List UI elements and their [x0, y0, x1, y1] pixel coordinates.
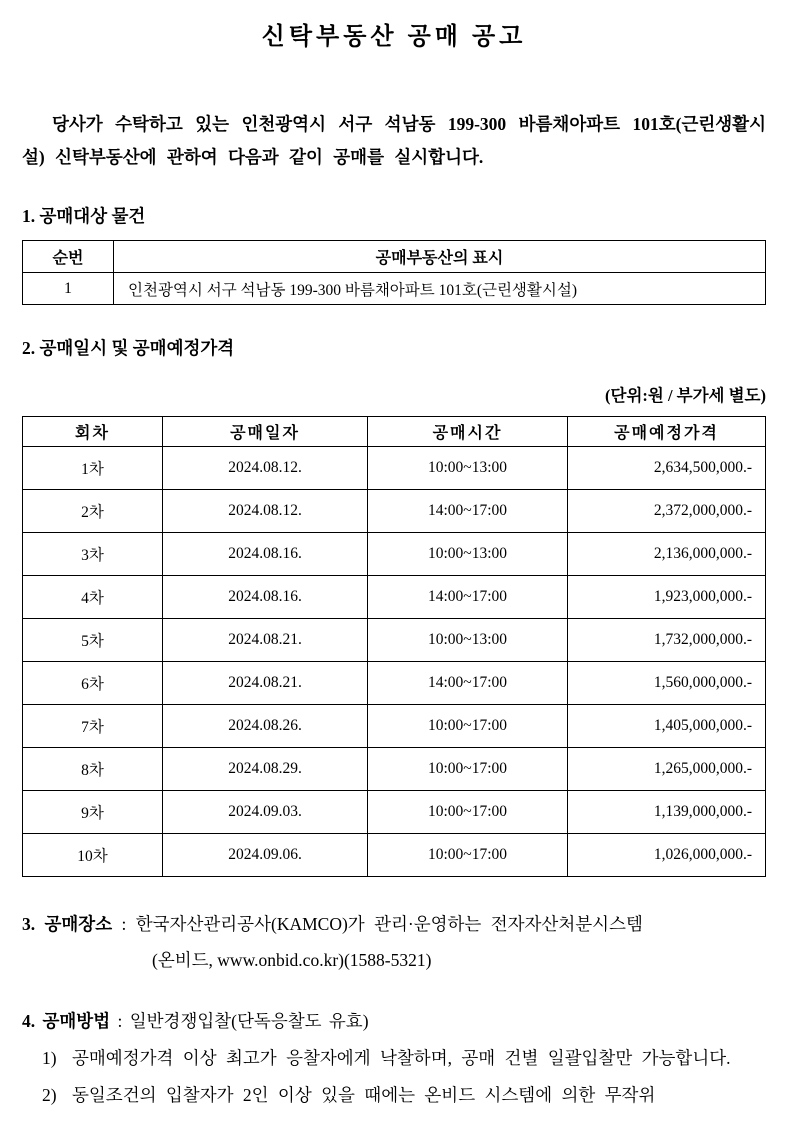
table-cell: 2024.08.26. — [163, 705, 368, 748]
method-item — [22, 1041, 766, 1076]
table-cell: 2024.08.16. — [163, 576, 368, 619]
table-cell: 14:00~17:00 — [368, 490, 568, 533]
table-cell: 3차 — [23, 533, 163, 576]
table-cell: 2024.08.12. — [163, 447, 368, 490]
column-header: 공매부동산의 표시 — [114, 241, 766, 273]
table-cell: 2024.08.21. — [163, 619, 368, 662]
table-cell: 1,265,000,000.- — [568, 748, 766, 791]
table-cell: 1 — [23, 273, 114, 305]
table-cell: 2024.08.21. — [163, 662, 368, 705]
table-cell: 2024.08.16. — [163, 533, 368, 576]
table-cell: 인천광역시 서구 석남동 199-300 바름채아파트 101호(근린생활시설) — [114, 273, 766, 305]
table-cell: 10:00~17:00 — [368, 834, 568, 877]
table-cell: 1,732,000,000.- — [568, 619, 766, 662]
table-cell: 1,923,000,000.- — [568, 576, 766, 619]
item-text: 공매예정가격 이상 최고가 응찰자에게 낙찰하며, 공매 건별 일괄입찰만 가능합니다. — [72, 1048, 731, 1068]
table-cell: 9차 — [23, 791, 163, 834]
auction-schedule-table — [22, 416, 766, 877]
table-cell: 10:00~17:00 — [368, 791, 568, 834]
table-cell: 6차 — [23, 662, 163, 705]
item-number: 2) — [42, 1085, 57, 1105]
table-cell: 2024.09.03. — [163, 791, 368, 834]
table-cell: 10:00~13:00 — [368, 447, 568, 490]
table-row — [23, 576, 766, 619]
section4-method: 일반경쟁입찰(단독응찰도 유효) — [129, 1011, 369, 1031]
table-row — [23, 490, 766, 533]
table-cell: 1,560,000,000.- — [568, 662, 766, 705]
table-cell: 4차 — [23, 576, 163, 619]
table-row — [23, 748, 766, 791]
table-cell: 5차 — [23, 619, 163, 662]
table-row — [23, 273, 766, 305]
table-cell: 10:00~17:00 — [368, 748, 568, 791]
section3-heading: 3. 공매장소 — [22, 914, 113, 934]
column-header: 순번 — [23, 241, 114, 273]
table-cell: 10:00~17:00 — [368, 705, 568, 748]
table-cell: 8차 — [23, 748, 163, 791]
table-cell: 2,372,000,000.- — [568, 490, 766, 533]
table-row — [23, 791, 766, 834]
table-cell: 1,405,000,000.- — [568, 705, 766, 748]
section4-heading: 4. 공매방법 — [22, 1011, 111, 1031]
table-row — [23, 662, 766, 705]
section3-text-line2: (온비드, www.onbid.co.kr)(1588-5321) — [152, 950, 432, 970]
table-header-row — [23, 417, 766, 447]
table-cell: 2,634,500,000.- — [568, 447, 766, 490]
section4-separator: : — [110, 1011, 130, 1031]
section2-heading: 2. 공매일시 및 공매예정가격 — [22, 338, 235, 358]
table-cell: 1,026,000,000.- — [568, 834, 766, 877]
column-header: 공매일자 — [163, 417, 368, 447]
table-cell: 10:00~13:00 — [368, 533, 568, 576]
section3-separator: : — [112, 914, 136, 934]
table-cell: 2024.08.12. — [163, 490, 368, 533]
page-title: 신탁부동산 공매 공고 — [261, 24, 527, 50]
table-cell: 14:00~17:00 — [368, 662, 568, 705]
property-table — [22, 240, 766, 305]
section1-heading: 1. 공매대상 물건 — [22, 206, 146, 226]
section4-line — [22, 1003, 766, 1039]
table-cell: 1,139,000,000.- — [568, 791, 766, 834]
table-cell: 2차 — [23, 490, 163, 533]
table-cell: 1차 — [23, 447, 163, 490]
table-cell: 14:00~17:00 — [368, 576, 568, 619]
table-cell: 2024.08.29. — [163, 748, 368, 791]
table-cell: 2,136,000,000.- — [568, 533, 766, 576]
table-cell: 2024.09.06. — [163, 834, 368, 877]
table-cell: 10차 — [23, 834, 163, 877]
item-number: 1) — [42, 1048, 57, 1068]
table-cell: 7차 — [23, 705, 163, 748]
table-row — [23, 533, 766, 576]
column-header: 공매예정가격 — [568, 417, 766, 447]
table-row — [23, 447, 766, 490]
item-text: 동일조건의 입찰자가 2인 이상 있을 때에는 온비드 시스템에 의한 무작위 — [72, 1085, 656, 1105]
table-header-row — [23, 241, 766, 273]
table-row — [23, 619, 766, 662]
table-row — [23, 705, 766, 748]
table-cell: 10:00~13:00 — [368, 619, 568, 662]
section3-line — [22, 906, 766, 942]
column-header: 공매시간 — [368, 417, 568, 447]
column-header: 회차 — [23, 417, 163, 447]
table-row — [23, 834, 766, 877]
intro-paragraph: 당사가 수탁하고 있는 인천광역시 서구 석남동 199-300 바름채아파트 101호(근린생활시설) 신탁부동산에 관하여 다음과 같이 공매를 실시합니다. — [22, 114, 766, 167]
method-item — [22, 1078, 766, 1113]
unit-note: (단위:원 / 부가세 별도) — [605, 386, 766, 405]
section3-text: 한국자산관리공사(KAMCO)가 관리·운영하는 전자자산처분시스템 — [135, 914, 643, 934]
